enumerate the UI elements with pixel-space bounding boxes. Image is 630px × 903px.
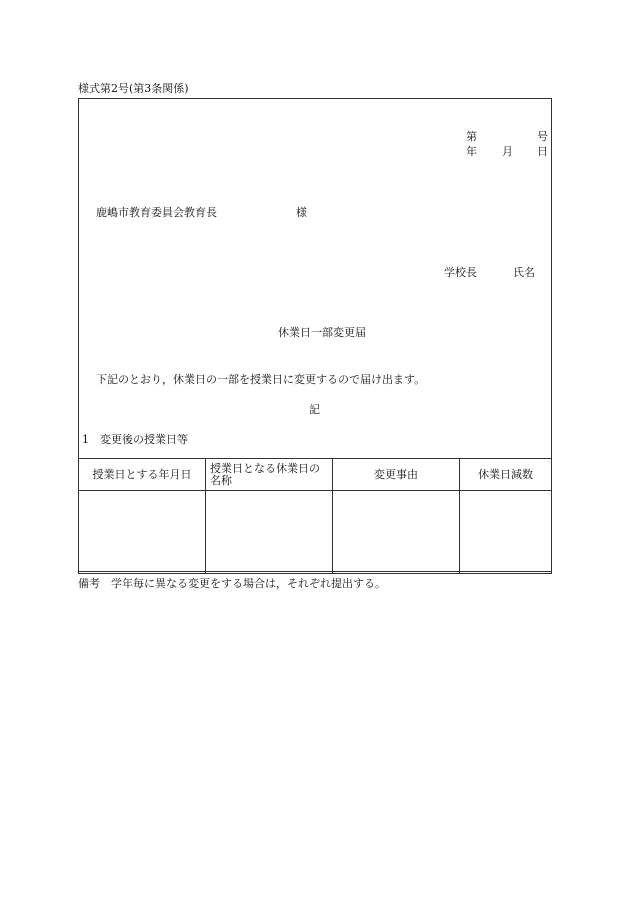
honorific: 様 xyxy=(296,206,307,219)
name-label: 氏名 xyxy=(513,266,535,279)
header-class-date: 授業日とする年月日 xyxy=(79,459,206,491)
header-reason: 変更事由 xyxy=(333,459,460,491)
principal-label: 学校長 xyxy=(444,266,477,279)
cell-holiday-name[interactable] xyxy=(206,491,333,574)
form-label: 様式第2号(第3条関係) xyxy=(78,82,189,95)
form-title: 休業日一部変更届 xyxy=(278,326,366,339)
header-holiday-name: 授業日となる休業日の名称 xyxy=(206,459,333,491)
table-header-row xyxy=(79,459,552,491)
section-heading: 1 変更後の授業日等 xyxy=(82,433,188,446)
date-month-label: 月 xyxy=(502,145,513,158)
addressee: 鹿嶋市教育委員会教育長 xyxy=(96,206,217,219)
cell-holiday-reduction[interactable] xyxy=(460,491,552,574)
ki-label: 記 xyxy=(309,403,320,416)
cell-class-date[interactable] xyxy=(79,491,206,574)
number-prefix: 第 xyxy=(466,130,477,143)
statement: 下記のとおり，休業日の一部を授業日に変更するので届け出ます。 xyxy=(96,373,426,386)
change-table xyxy=(78,458,552,574)
remarks-note: 備考 学年毎に異なる変更をする場合は，それぞれ提出する。 xyxy=(78,577,386,590)
number-suffix: 号 xyxy=(537,130,548,143)
cell-reason[interactable] xyxy=(333,491,460,574)
header-holiday-reduction: 休業日減数 xyxy=(460,459,552,491)
date-day-label: 日 xyxy=(537,145,548,158)
date-year-label: 年 xyxy=(466,145,477,158)
table-row xyxy=(79,491,552,574)
